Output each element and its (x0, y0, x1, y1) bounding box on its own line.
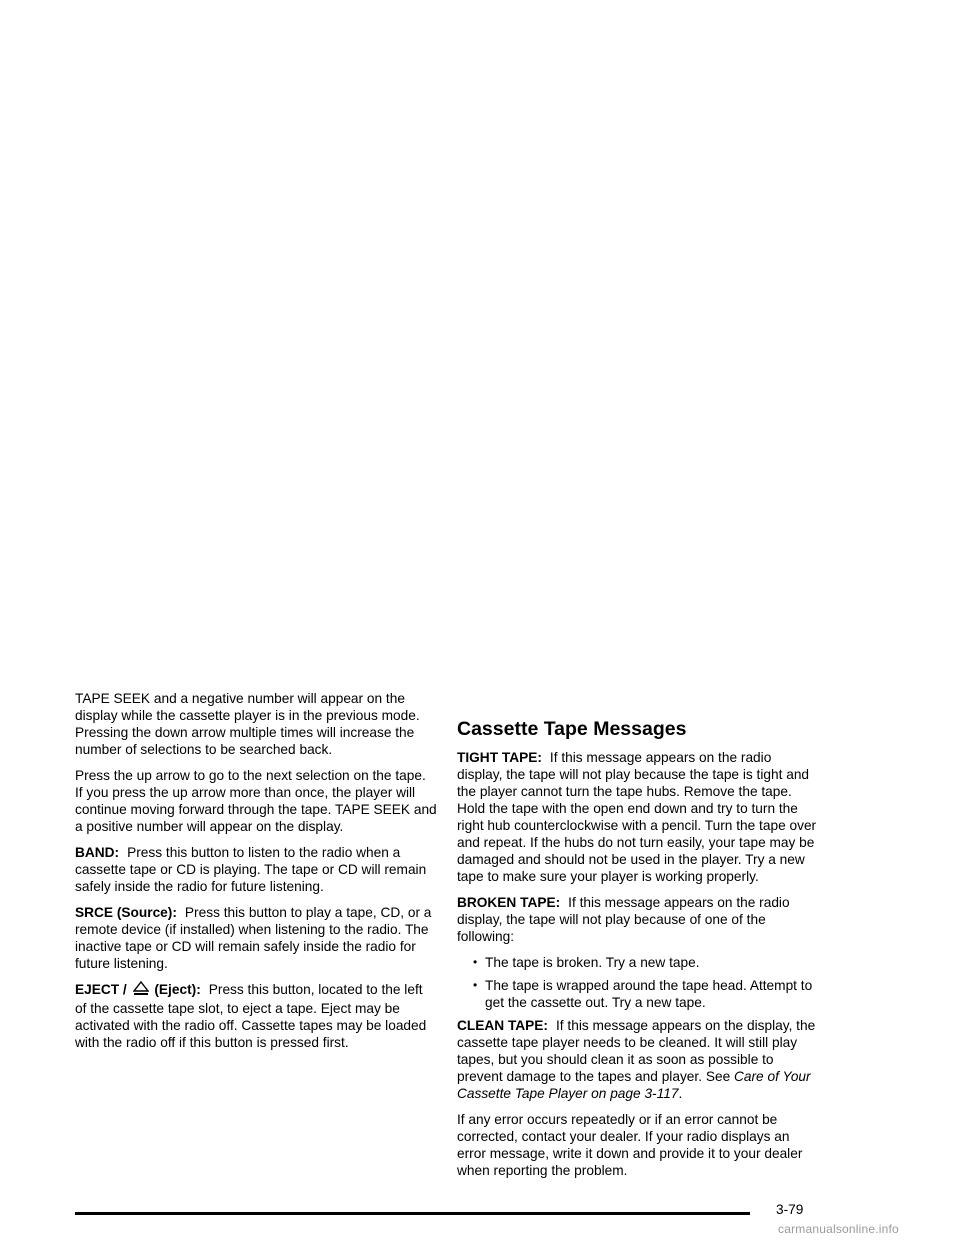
right-column (457, 690, 819, 1188)
eject-icon (133, 981, 149, 1000)
band-entry (75, 844, 437, 895)
srce-entry (75, 904, 437, 972)
paragraph-tape-seek-forward: Press the up arrow to go to the next selection on the tape. If you press the up arrow more than once, the player will continue moving forward through the tape. TAPE SEEK and a positive number will appear on the display. (75, 768, 437, 834)
bullet-icon: • (473, 955, 478, 969)
list-item: • The tape is broken. Try a new tape. (473, 955, 700, 970)
footer-rule (75, 1212, 750, 1215)
tight-tape-term: TIGHT TAPE: (457, 750, 542, 765)
band-text: Press this button to listen to the radio when a cassette tape or CD is playing. The tape or CD will remain safely inside the radio for future listening. (75, 845, 427, 894)
page-number: 3-79 (776, 1202, 804, 1217)
broken-tape-entry (457, 894, 819, 945)
eject-term-after: (Eject): (154, 982, 201, 997)
watermark: carmanualsonline.info (778, 1222, 899, 1236)
broken-tape-text: If this message appears on the radio display, the tape will not play because of one of the following: (457, 895, 790, 944)
tight-tape-text: If this message appears on the radio display, the tape will not play because the tape is tight and the player cannot turn the tape hubs. Remove the tape. Hold the tape with the open end down and try to turn the right hub counterclockwise with a pencil. Turn the tape over and repeat. If the hubs do not turn easily, your tape may be damaged and should not be used in the player. Try a new tape to make sure your player is working properly. (457, 750, 817, 884)
eject-term-before: EJECT / (75, 982, 127, 997)
clean-tape-text: If this message appears on the display, the cassette tape player needs to be cleaned. It will still play tapes, but you should clean it as soon as possible to prevent damage to the tapes and player. See (457, 1018, 816, 1084)
tight-tape-entry (457, 749, 819, 885)
clean-tape-entry: CLEAN TAPE: If this message appears on the display, the cassette tape player needs to be cleaned. It will still play tapes, but you should clean it as soon as possible to prevent damage to the tapes and player. See Care of Your Cassette Tape Player on page 3-117. (457, 1018, 816, 1101)
broken-tape-term: BROKEN TAPE: (457, 895, 561, 910)
section-heading: Cassette Tape Messages (457, 718, 687, 740)
cross-reference-link[interactable]: Care of Your Cassette Tape Player on page 3-117 (457, 1069, 811, 1101)
band-term: BAND: (75, 845, 120, 860)
broken-tape-list (457, 954, 819, 1011)
eject-entry (75, 981, 437, 1051)
list-item: • The tape is wrapped around the tape head. Attempt to get the cassette out. Try a new tape. (473, 978, 813, 1010)
eject-text: Press this button, located to the left of the cassette tape slot, to eject a tape. Eject may be activated with the radio off. Cassette tapes may be loaded with the radio off if this button is pressed first. (75, 982, 427, 1050)
bullet-icon: • (473, 978, 478, 992)
srce-term: SRCE (Source): (75, 905, 177, 920)
paragraph-tape-seek-back: TAPE SEEK and a negative number will appear on the display while the cassette player is in the previous mode. Pressing the down arrow multiple times will increase the number of selections to be searched back. (75, 691, 420, 757)
left-column (75, 690, 437, 1060)
srce-text: Press this button to play a tape, CD, or a remote device (if installed) when listening to the radio. The inactive tape or CD will remain safely inside the radio for future listening. (75, 905, 432, 971)
clean-tape-term: CLEAN TAPE: (457, 1018, 548, 1033)
closing-paragraph: If any error occurs repeatedly or if an error cannot be corrected, contact your dealer. If your radio displays an error message, write it down and provide it to your dealer when reporting the problem. (457, 1112, 803, 1178)
